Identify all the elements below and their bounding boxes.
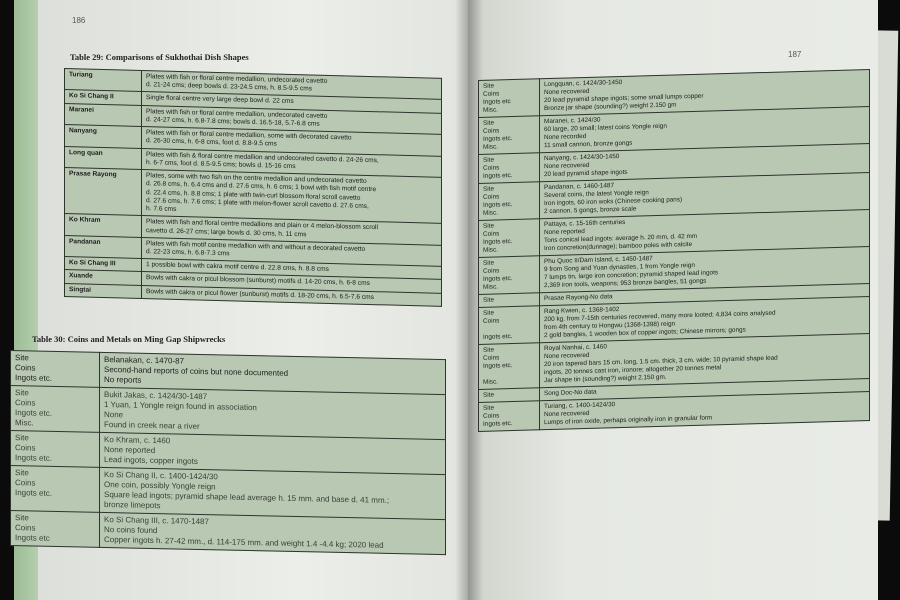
shipwreck-row-text: Pandanan, c. 1460-1487 Several coins, the latest Yongle reign Iron ingots, 60 iron woks (Chinese cooking pans) 2 cannon, 5 gongs, bronze scale — [540, 173, 870, 219]
left-page-number: 186 — [72, 16, 86, 25]
shipwreck-row-text: Belanakan, c. 1470-87 Second-hand reports of coins but none documented No reports — [100, 352, 446, 394]
dish-shape-row-label: Nanyang — [65, 125, 142, 148]
dish-shape-row-text: Bowls with cakra or picul blossom (sunburst) motifs d. 14-20 cms, h. 6-8 cms — [142, 272, 442, 293]
shipwreck-row-text: Ko Si Chang III, c. 1470-1487 No coins found Copper ingots h. 27-42 mm., d. 114-175 mm. and weight 1.4 -4.4 kg; 2020 lead — [100, 512, 446, 554]
shipwreck-row-label: Site Coins Ingots etc. — [11, 466, 100, 513]
shipwreck-row-label: Site Coins Ingots etc. Misc. — [479, 182, 540, 221]
table29-dish-shapes — [64, 68, 442, 307]
shipwreck-row-label: Site Coins Ingots etc Misc. — [479, 79, 540, 118]
shipwreck-row-text: Maranei, c. 1424/30 60 large, 20 small; latest coins Yongle reign None recorded 11 small cannon, bronze gongs — [540, 107, 870, 153]
dish-shape-row-text: Plates with fish or floral centre medallion, undecorated cavetto d. 24-27 cms, h. 6.8-7.8 cms; bowls d. 16.5-18, 5.7-6.8 cms — [142, 105, 442, 134]
dish-shape-row-label: Long quan — [65, 146, 142, 169]
shipwreck-row-label: Site Coins Ingots etc. Misc. — [11, 386, 100, 433]
shipwreck-row-label: Site — [479, 293, 540, 308]
table29-caption: Table 29: Comparisons of Sukhothai Dish Shapes — [70, 52, 249, 62]
shipwreck-row-text: Bukit Jakas, c. 1424/30-1487 1 Yuan, 1 Yongle reign found in association None Found in creek near a river — [100, 387, 446, 439]
dish-shape-row-text: Plates with fish motif centre medallion with and without a decorated cavetto d. 22-23 cms, h. 6.8-7.3 cms — [142, 237, 442, 266]
dish-shape-row-label: Singtai — [65, 283, 142, 298]
shipwreck-row-text: Rang Kwien, c. 1368-1402 200 kg. from 7-15th centuries recovered, many more looted; 4,834 coins analysed from 4th century to Hongwu (1368-1398) reign 2 gold bangles, 1 wooden box of copper ingots; Chinese mirrors; gongs — [540, 297, 870, 343]
dish-shape-row-text: Plates, some with two fish on the centre medallion and undecorated cavetto d. 26.8 cms, h. 6.4 cms and d. 27.6 cms, h. 6 cms; 1 bowl with fish motif centre d. 22.4 cms, h. 8.8 cms; 1 plate with twin-curl blossom floral scroll cavetto d. 27.6 cms, h. 7.6 cms; 1 plate with melon-flower scroll cavetto d. 27.6 cms, h. 7.6 cms — [142, 170, 442, 224]
dish-shape-row-label: Turiang — [65, 69, 142, 92]
shipwreck-row-text: Nanyang, c. 1424/30-1450 None recovered 20 lead pyramid shape ingots — [540, 144, 870, 182]
shipwreck-row-text: Phu Quoc II/Dam Island, c. 1450-1487 9 from Song and Yuan dynasties, 1 from Yongle reign 7 lumps tin, large iron concretion; pyramid shaped lead ingots 2,369 iron tools, weapons; 953 bronze bangles, 51 gongs — [540, 247, 870, 293]
shipwreck-row-text: Pattaya, c. 15-16th centuries None reported Tons conical lead ingots: average h. 20 mm, d. 42 mm Iron concretion(dunnage); bamboo poles with calcite — [540, 210, 870, 256]
table30-coins-metals — [10, 350, 446, 555]
shipwreck-row-label: Site Coins Ingots etc. Misc. — [479, 343, 540, 390]
dish-shape-row-label: Ko Khram — [65, 214, 142, 237]
shipwreck-row-text: Ko Khram, c. 1460 None reported Lead ingots, copper ingots — [100, 432, 446, 474]
right-page-number: 187 — [788, 50, 802, 59]
dish-shape-row-text: Plates with fish or floral centre medallion, undecorated cavetto d. 21-24 cms; deep bowls d. 23-24.5 cms, h. 8.5-9.5 cms — [142, 71, 442, 100]
shipwreck-row-label: Site Coins Ingots etc. — [479, 306, 540, 345]
table30-continued — [478, 69, 870, 432]
dish-shape-row-text: 1 possible bowl with cakra motif centre d. 22.8 cms, h. 8.8 cms — [142, 259, 442, 280]
dish-shape-row-label: Maranei — [65, 103, 142, 126]
table30-caption: Table 30: Coins and Metals on Ming Gap Shipwrecks — [32, 334, 226, 344]
shipwreck-row-label: Site Coins Ingots etc. — [479, 153, 540, 184]
shipwreck-row-text: Turiang, c. 1400-1424/30 None recovered Lumps of iron oxide, perhaps originally iron in granular form — [540, 392, 870, 430]
shipwreck-row-text: Ko Si Chang II, c. 1400-1424/30 One coin, possibly Yongle reign Square lead ingots; pyramid shape lead average h. 15 mm. and base d. 41 mm.; bronze limepots — [100, 467, 446, 519]
shipwreck-row-label: Site Coins Ingots etc. — [479, 401, 540, 432]
shipwreck-row-label: Site Coins Ingots etc — [11, 511, 100, 548]
shipwreck-row-label: Site Coins Ingots etc. Misc. — [479, 219, 540, 258]
shipwreck-row-text: Royal Nanhai, c. 1460 None recovered 20 iron tapered bars 15 cm. long, 1.5 cm. thick, 3 cm. wide; 10 pyramid shape lead ingots, 20 tonnes cast iron, ironore; altogether 20 tonnes metal Jar shape tin (sounding?) weight 2.150 gm. — [540, 334, 870, 388]
dish-shape-row-text: Plates with fish and floral centre medallions and plain or 4 melon-blossom scroll cavetto d. 26-27 cms; large bowls d. 30 cms, h. 11 cms — [142, 216, 442, 245]
dish-shape-row-label: Xuande — [65, 270, 142, 285]
dish-shape-row-text: Plates with fish or floral centre medallion, some with decorated cavetto d. 26-30 cms, h. 6-8 cms, foot d. 8.8-9.5 cms — [142, 127, 442, 156]
shipwreck-row-label: Site Coins Ingots etc. — [11, 351, 100, 388]
dish-shape-row-label: Prasae Rayong — [65, 168, 142, 216]
shipwreck-row-text: Longquan, c. 1424/30-1450 None recovered 20 lead pyramid shape ingots; some small lumps copper Bronze jar shape (sounding?) weight 2.150 gm — [540, 70, 870, 116]
dish-shape-row-label: Pandanan — [65, 235, 142, 258]
shipwreck-row-label: Site Coins Ingots etc. — [11, 431, 100, 468]
shipwreck-row-label: Site — [479, 388, 540, 403]
shipwreck-row-text: Song Doc-No data — [540, 379, 870, 401]
dish-shape-row-text: Single floral centre very large deep bowl d. 22 cms — [142, 92, 442, 113]
shipwreck-row-label: Site Coins Ingots etc. Misc. — [479, 116, 540, 155]
shipwreck-row-label: Site Coins Ingots etc. Misc. — [479, 256, 540, 295]
dish-shape-row-label: Ko Si Chang III — [65, 257, 142, 272]
dish-shape-row-text: Plates with fish & floral centre medallion and undecorated cavetto d. 24-26 cms, h. 6-7 cms, foot d. 8.5-9.5 cms; bowls d. 15-16 cms — [142, 148, 442, 177]
dish-shape-row-text: Bowls with cakra or picul flower (sunburst) motifs d. 18-20 cms, h. 6.5-7.6 cms — [142, 285, 442, 306]
dish-shape-row-label: Ko Si Chang II — [65, 90, 142, 105]
shipwreck-row-text: Prasae Rayong-No data — [540, 284, 870, 306]
